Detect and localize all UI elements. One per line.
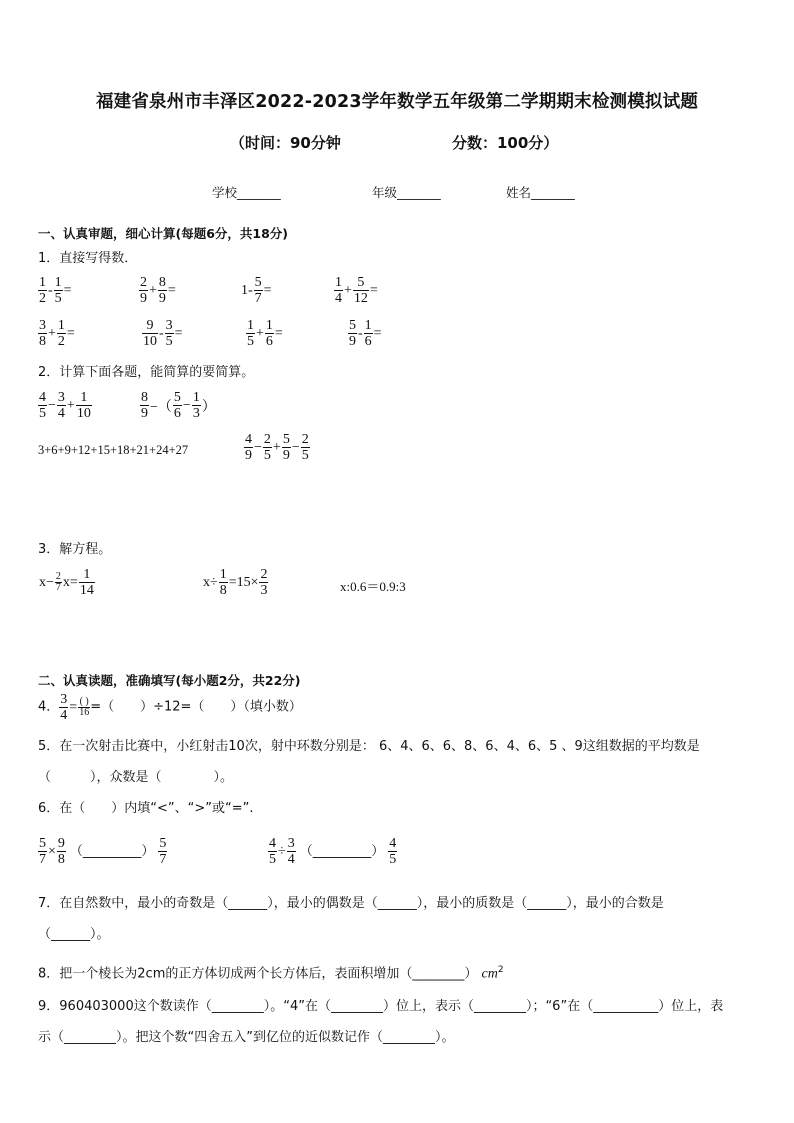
q1-item-6: $\frac{9}{10}$ - $\frac{3}{5}$ = bbox=[143, 318, 183, 349]
q7-line-1: 7．在自然数中，最小的奇数是（______），最小的偶数是（______），最小的质数是（______），最小的合数是 bbox=[38, 896, 664, 911]
q5-line-2: （ ），众数是（ ）。 bbox=[38, 770, 234, 785]
page-title: 福建省泉州市丰泽区2022-2023学年数学五年级第二学期期末检测模拟试题 bbox=[95, 92, 699, 112]
q7-line-2: （______）。 bbox=[38, 927, 110, 942]
q2-label: 2．计算下面各题，能简算的要简算。 bbox=[38, 365, 255, 380]
section-2-heading: 二、认真读题，准确填写(每小题2分，共22分) bbox=[38, 673, 301, 688]
q8: 8．把一个棱长为2cm的正方体切成两个长方体后，表面积增加（________） $cm^2$ bbox=[38, 965, 504, 982]
grade-field: 年级_______ bbox=[372, 185, 441, 200]
q1-item-2: $\frac{2}{9}$ + $\frac{8}{9}$ = bbox=[140, 275, 176, 306]
name-field: 姓名_______ bbox=[506, 185, 575, 200]
q6-compare-1: $\frac{5}{7}$ × $\frac{9}{8}$ （_________） $\frac{5}{7}$ bbox=[39, 836, 167, 867]
q3-equation-1: x− $\frac{2}{7}$ x= $\frac{1}{14}$ bbox=[39, 567, 94, 598]
school-field: 学校_______ bbox=[212, 185, 281, 200]
section-1-heading: 一、认真审题，细心计算(每题6分，共18分) bbox=[38, 226, 289, 241]
q1-label: 1．直接写得数． bbox=[38, 251, 138, 266]
q2-expression-4: $\frac{4}{9}$ − $\frac{2}{5}$ + $\frac{5}{9}$ − $\frac{2}{5}$ bbox=[245, 432, 309, 463]
q3-label: 3．解方程。 bbox=[38, 542, 112, 557]
q1-item-3: 1- $\frac{5}{7}$ = bbox=[241, 275, 272, 306]
q1-item-1: $\frac{1}{2}$ - $\frac{1}{5}$ = bbox=[39, 275, 72, 306]
q2-expression-3: 3+6+9+12+15+18+21+24+27 bbox=[38, 443, 189, 457]
q1-item-5: $\frac{3}{8}$ + $\frac{1}{2}$ = bbox=[39, 318, 75, 349]
q2-expression-1: $\frac{4}{5}$ − $\frac{3}{4}$ + $\frac{1}{10}$ bbox=[39, 390, 91, 421]
q6-compare-2: $\frac{4}{5}$ ÷ $\frac{3}{4}$ （_________） $\frac{4}{5}$ bbox=[269, 836, 397, 867]
q2-expression-2: $\frac{8}{9}$ −（ $\frac{5}{6}$ − $\frac{1}{3}$ ） bbox=[141, 390, 216, 421]
cm-unit: cm bbox=[481, 966, 498, 982]
q5-line-1: 5．在一次射击比赛中，小红射击10次，射中环数分别是： 6、4、6、6、8、6、4、6、5 、9这组数据的平均数是 bbox=[38, 739, 700, 754]
q1-item-8: $\frac{5}{9}$ - $\frac{1}{6}$ = bbox=[349, 318, 382, 349]
exam-time: （时间：90分钟 bbox=[230, 134, 341, 152]
exam-score: 分数：100分） bbox=[452, 134, 559, 152]
q3-equation-2: x÷ $\frac{1}{8}$ =15× $\frac{2}{3}$ bbox=[203, 567, 268, 598]
q9-line-1: 9．960403000这个数读作（________）。“4”在（________）位上，表示（________）；“6”在（__________）位上，表 bbox=[38, 999, 724, 1014]
q1-item-7: $\frac{1}{5}$ + $\frac{1}{6}$ = bbox=[247, 318, 283, 349]
q1-item-4: $\frac{1}{4}$ + $\frac{5}{12}$ = bbox=[335, 275, 378, 306]
q3-equation-3: x:0.6＝0.9:3 bbox=[340, 579, 406, 594]
q6-label: 6．在（ ）内填“<”、“>”或“=”. bbox=[38, 801, 254, 816]
q9-line-2: 示（________）。把这个数“四舍五入”到亿位的近似数记作（________）。 bbox=[38, 1030, 455, 1045]
q4: 4． $\frac{3}{4}$ = $\frac{( )}{16}$ =（ ）÷12=（ ）（填小数） bbox=[38, 692, 302, 723]
